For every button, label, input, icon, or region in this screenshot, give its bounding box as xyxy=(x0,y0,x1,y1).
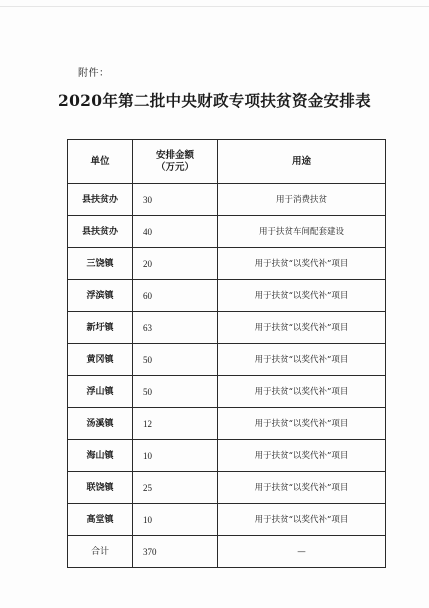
total-purpose: — xyxy=(218,536,386,568)
cell-purpose: 用于扶贫“以奖代补”项目 xyxy=(218,472,386,504)
cell-amount: 10 xyxy=(133,504,218,536)
table-header-row xyxy=(68,140,386,184)
attachment-label: 附件： xyxy=(78,68,110,79)
cell-purpose: 用于扶贫“以奖代补”项目 xyxy=(218,504,386,536)
table-row xyxy=(68,312,386,344)
cell-unit: 汤溪镇 xyxy=(68,408,133,440)
document-title: 2020年第二批中央财政专项扶贫资金安排表 xyxy=(58,91,371,110)
cell-unit: 浮山镇 xyxy=(68,376,133,408)
table-row xyxy=(68,184,386,216)
table-row xyxy=(68,376,386,408)
cell-amount: 40 xyxy=(133,216,218,248)
page-edge-divider xyxy=(0,6,429,7)
cell-amount: 50 xyxy=(133,376,218,408)
header-amount xyxy=(133,140,218,184)
cell-unit: 海山镇 xyxy=(68,440,133,472)
cell-amount: 25 xyxy=(133,472,218,504)
cell-unit: 浮滨镇 xyxy=(68,280,133,312)
table-total-row xyxy=(68,536,386,568)
header-purpose: 用途 xyxy=(218,140,386,184)
cell-purpose: 用于扶贫“以奖代补”项目 xyxy=(218,376,386,408)
cell-purpose: 用于扶贫“以奖代补”项目 xyxy=(218,440,386,472)
cell-purpose: 用于消费扶贫 xyxy=(218,184,386,216)
cell-amount: 63 xyxy=(133,312,218,344)
table-row xyxy=(68,280,386,312)
cell-purpose: 用于扶贫“以奖代补”项目 xyxy=(218,248,386,280)
cell-purpose: 用于扶贫“以奖代补”项目 xyxy=(218,408,386,440)
header-unit: 单位 xyxy=(68,140,133,184)
cell-purpose: 用于扶贫“以奖代补”项目 xyxy=(218,280,386,312)
cell-purpose: 用于扶贫车间配套建设 xyxy=(218,216,386,248)
cell-amount: 30 xyxy=(133,184,218,216)
cell-unit: 新圩镇 xyxy=(68,312,133,344)
cell-unit: 三饶镇 xyxy=(68,248,133,280)
cell-amount: 20 xyxy=(133,248,218,280)
table-row xyxy=(68,248,386,280)
total-label: 合计 xyxy=(68,536,133,568)
cell-unit: 县扶贫办 xyxy=(68,184,133,216)
cell-unit: 高堂镇 xyxy=(68,504,133,536)
cell-unit: 县扶贫办 xyxy=(68,216,133,248)
table-row xyxy=(68,344,386,376)
allocation-table xyxy=(67,139,386,568)
cell-unit: 联饶镇 xyxy=(68,472,133,504)
cell-amount: 12 xyxy=(133,408,218,440)
header-amount-line1: 安排金额 xyxy=(155,149,194,161)
cell-amount: 10 xyxy=(133,440,218,472)
cell-unit: 黄冈镇 xyxy=(68,344,133,376)
header-amount-line2: （万元） xyxy=(155,161,194,173)
table-row xyxy=(68,408,386,440)
cell-purpose: 用于扶贫“以奖代补”项目 xyxy=(218,312,386,344)
cell-amount: 50 xyxy=(133,344,218,376)
total-amount: 370 xyxy=(133,536,218,568)
table-row xyxy=(68,504,386,536)
table-row xyxy=(68,472,386,504)
table-row xyxy=(68,440,386,472)
table-row xyxy=(68,216,386,248)
cell-purpose: 用于扶贫“以奖代补”项目 xyxy=(218,344,386,376)
cell-amount: 60 xyxy=(133,280,218,312)
